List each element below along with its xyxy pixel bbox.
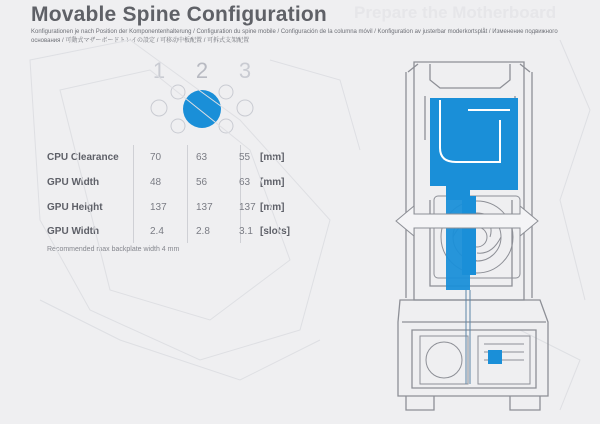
- spec-label: CPU Clearance: [47, 152, 119, 163]
- spec-value-pos2: 63: [196, 152, 208, 163]
- spec-unit: [mm]: [260, 177, 285, 188]
- spec-value-pos3: 63: [239, 177, 251, 188]
- spec-value-pos3: 3.1: [239, 226, 253, 237]
- spec-value-pos2: 56: [196, 177, 208, 188]
- backplate-note: Recommended max backplate width 4 mm: [47, 246, 180, 253]
- spec-value-pos1: 48: [150, 177, 162, 188]
- spec-value-pos1: 137: [150, 202, 167, 213]
- spec-value-pos3: 137: [239, 202, 256, 213]
- spec-value-pos3: 55: [239, 152, 251, 163]
- spec-value-pos2: 2.8: [196, 226, 210, 237]
- spec-label: GPU Width: [47, 177, 100, 188]
- position-label-3: 3: [238, 58, 252, 83]
- spec-unit: [slots]: [260, 226, 290, 237]
- position-label-2: 2: [195, 58, 209, 83]
- page-subtitle: Konfigurationen je nach Position der Komponentenhalterung / Configuration du spine mobile / Configuración de la columna móvil / Konfiguration av justerbar moderkortsplåt / Изменение подвижного основания / 可動式マザーボードトレイの設定 / 可移动中板配置 / 可拆式支架配置: [31, 29, 558, 44]
- spec-unit: [mm]: [260, 202, 285, 213]
- position-label-1: 1: [152, 58, 166, 83]
- ghost-heading: Prepare the Motherboard: [354, 3, 557, 22]
- spec-unit: [mm]: [260, 152, 285, 163]
- spec-value-pos1: 70: [150, 152, 162, 163]
- spec-value-pos1: 2.4: [150, 226, 164, 237]
- spec-label: GPU Width: [47, 226, 100, 237]
- spec-value-pos2: 137: [196, 202, 213, 213]
- movable-spine-highlight: [430, 98, 518, 364]
- page-title: Movable Spine Configuration: [31, 3, 327, 26]
- spec-label: GPU Height: [47, 202, 103, 213]
- lower-bay-graphic: [420, 336, 530, 384]
